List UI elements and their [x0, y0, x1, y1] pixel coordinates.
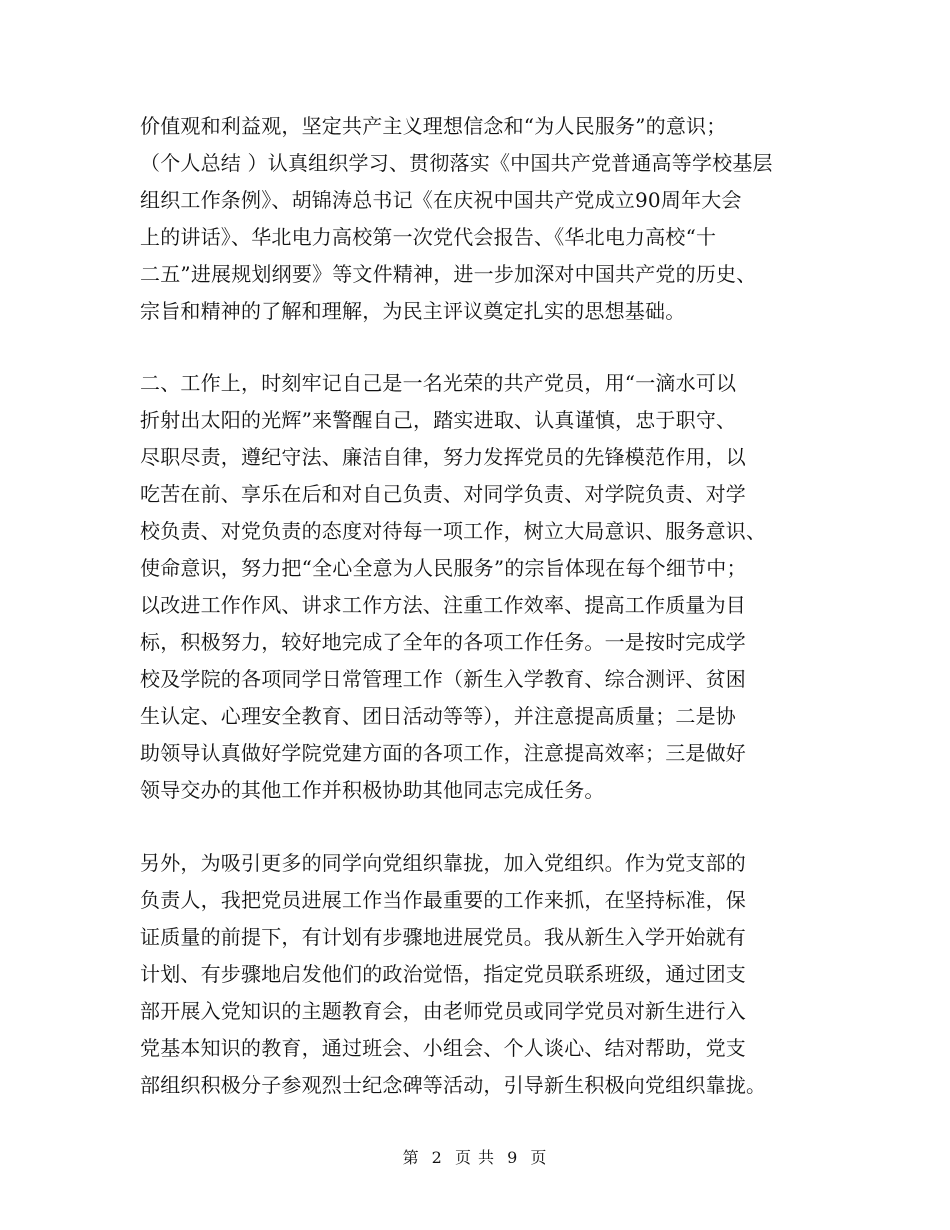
paragraph-line: 证质量的前提下，有计划有步骤地进展党员。我从新生入学开始就有: [140, 925, 746, 949]
paragraph-line: 部组织积极分子参观烈士纪念碑等活动，引导新生积极向党组织靠拢。: [140, 1073, 767, 1097]
paragraph-line: 价值观和利益观，坚定共产主义理想信念和“为人民服务”的意识；: [140, 114, 727, 138]
paragraph-line: 校负责、对党负责的态度对待每一项工作，树立大局意识、服务意识、: [140, 519, 767, 543]
page-number-footer: [0, 1148, 950, 1168]
paragraph-line: 标，积极努力，较好地完成了全年的各项工作任务。一是按时完成学: [140, 630, 746, 654]
paragraph-1: [140, 108, 810, 330]
paragraph-line: 二、工作上，时刻牢记自己是一名光荣的共产党员，用“一滴水可以: [140, 371, 737, 395]
paragraph-line: 助领导认真做好学院党建方面的各项工作，注意提高效率；三是做好: [140, 741, 746, 765]
paragraph-line: 党基本知识的教育，通过班会、小组会、个人谈心、结对帮助，党支: [140, 1036, 746, 1060]
paragraph-line: 使命意识，努力把“全心全意为人民服务”的宗旨体现在每个细节中；: [140, 556, 747, 580]
paragraph-line: 另外，为吸引更多的同学向党组织靠拢，加入党组织。作为党支部的: [140, 851, 746, 875]
paragraph-line: 校及学院的各项同学日常管理工作（新生入学教育、综合测评、贫困: [140, 667, 746, 691]
paragraph-line: 尽职尽责，遵纪守法、廉洁自律，努力发挥党员的先锋模范作用，以: [140, 445, 746, 469]
paragraph-line: 以改进工作作风、讲求工作方法、注重工作效率、提高工作质量为目: [140, 593, 746, 617]
paragraph-line: 宗旨和精神的了解和理解，为民主评议奠定扎实的思想基础。: [140, 299, 686, 323]
paragraph-line: 部开展入党知识的主题教育会，由老师党员或同学党员对新生进行入: [140, 999, 746, 1023]
paragraph-2: [140, 365, 810, 809]
paragraph-line: 上的讲话》、华北电力高校第一次党代会报告、《华北电力高校“十: [140, 225, 717, 249]
footer-middle: 页 共: [454, 1148, 496, 1167]
paragraph-line: 生认定、心理安全教育、团日活动等等），并注意提高质量；二是协: [140, 704, 736, 728]
paragraph-line: 负责人，我把党员进展工作当作最重要的工作来抓，在坚持标准，保: [140, 888, 746, 912]
footer-prefix: 第: [402, 1148, 420, 1167]
total-page-count: 9: [507, 1148, 519, 1167]
paragraph-3: [140, 845, 810, 1104]
paragraph-line: 吃苦在前、享乐在后和对自己负责、对同学负责、对学院负责、对学: [140, 482, 746, 506]
paragraph-line: 组织工作条例》、胡锦涛总书记《在庆祝中国共产党成立90周年大会: [140, 188, 742, 212]
paragraph-line: 计划、有步骤地启发他们的政治觉悟，指定党员联系班级，通过团支: [140, 962, 746, 986]
footer-suffix: 页: [530, 1148, 548, 1167]
paragraph-line: 二五”进展规划纲要》等文件精神，进一步加深对中国共产党的历史、: [140, 262, 757, 286]
paragraph-line: 领导交办的其他工作并积极协助其他同志完成任务。: [140, 778, 605, 802]
paragraph-line: 折射出太阳的光辉”来警醒自己，踏实进取、认真谨慎，忠于职守、: [140, 408, 737, 432]
paragraph-line: （个人总结 ）认真组织学习、贯彻落实《中国共产党普通高等学校基层: [140, 151, 773, 175]
current-page-number: 2: [431, 1148, 443, 1167]
